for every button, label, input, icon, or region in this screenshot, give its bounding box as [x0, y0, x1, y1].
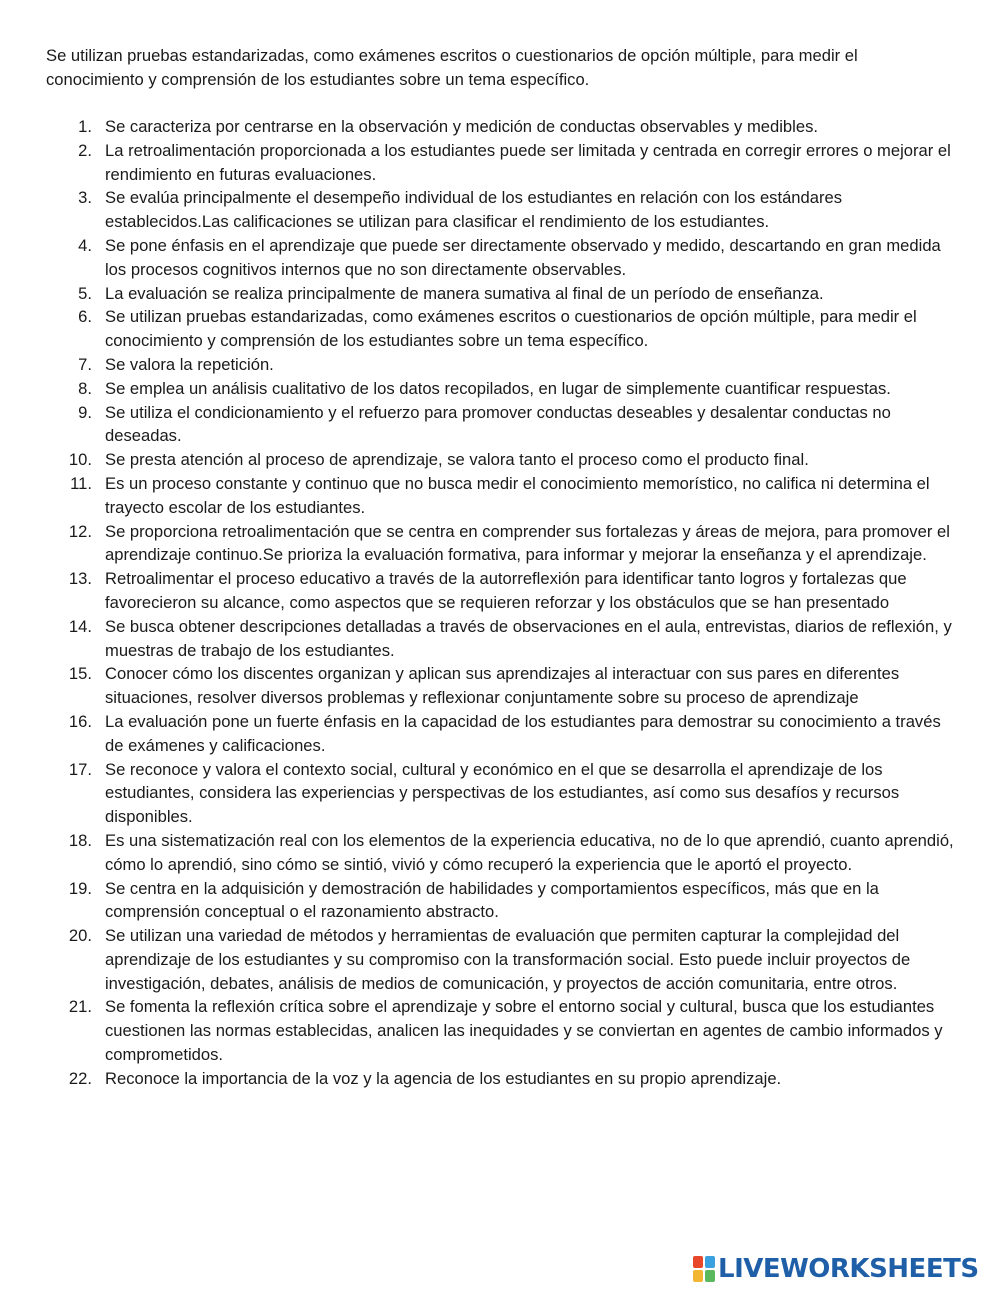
item-number: 6.	[78, 307, 92, 327]
logo-square-yellow	[693, 1270, 703, 1282]
list-item	[58, 995, 958, 1066]
item-number: 11.	[70, 473, 92, 493]
item-text: Se fomenta la reflexión crítica sobre el aprendizaje y sobre el entorno social y cultural, busca que los estudiantes cuestionen las normas establecidas, analicen las inequidades y se conviertan en agentes de cambio informados y comprometidos.	[105, 997, 943, 1065]
list-item	[58, 115, 958, 139]
list-item	[58, 139, 958, 187]
item-text: Es una sistematización real con los elementos de la experiencia educativa, no de lo que aprendió, cuanto aprendió, cómo lo aprendió, sino cómo se sintió, vivió y cómo recuperó la experiencia que le aportó el proyecto.	[105, 830, 954, 874]
item-number: 1.	[78, 117, 92, 136]
list-item	[58, 234, 958, 282]
item-number: 19.	[68, 878, 92, 898]
list-item	[58, 877, 958, 925]
list-item	[58, 520, 958, 568]
logo-square-blue	[705, 1256, 715, 1268]
item-number: 21.	[68, 997, 92, 1017]
item-number: 10.	[68, 450, 92, 470]
item-number: 14.	[68, 616, 92, 636]
item-text: La retroalimentación proporcionada a los estudiantes puede ser limitada y centrada en corregir errores o mejorar el rendimiento en futuras evaluaciones.	[105, 140, 951, 184]
liveworksheets-logo-icon	[693, 1256, 715, 1282]
item-text: Se emplea un análisis cualitativo de los datos recopilados, en lugar de simplemente cuantificar respuestas.	[105, 378, 891, 398]
item-text: Se busca obtener descripciones detalladas a través de observaciones en el aula, entrevistas, diarios de reflexión, y muestras de trabajo de los estudiantes.	[105, 616, 952, 660]
list-item	[58, 401, 958, 449]
logo-square-red	[693, 1256, 703, 1268]
item-text: La evaluación pone un fuerte énfasis en la capacidad de los estudiantes para demostrar su conocimiento a través de exámenes y calificaciones.	[105, 711, 941, 755]
item-text: Se caracteriza por centrarse en la observación y medición de conductas observables y medibles.	[105, 117, 818, 136]
item-number: 2.	[78, 140, 92, 160]
item-number: 8.	[78, 378, 92, 398]
list-item	[58, 567, 958, 615]
item-text: Retroalimentar el proceso educativo a través de la autorreflexión para identificar tanto logros y fortalezas que favorecieron su alcance, como aspectos que se requieren reforzar y los obstáculos que se han presentado	[105, 569, 907, 612]
item-text: Se presta atención al proceso de aprendizaje, se valora tanto el proceso como el producto final.	[105, 450, 809, 470]
list-item	[58, 377, 958, 401]
list-item	[58, 829, 958, 877]
item-number: 9.	[78, 402, 92, 422]
item-text: Se valora la repetición.	[105, 354, 274, 374]
item-text: Se utiliza el condicionamiento y el refuerzo para promover conductas deseables y desalentar conductas no deseadas.	[105, 402, 891, 446]
item-text: Se proporciona retroalimentación que se centra en comprender sus fortalezas y áreas de mejora, para promover el aprendizaje continuo.Se prioriza la evaluación formativa, para informar y mejorar la enseñanza y el aprendizaje.	[105, 521, 950, 565]
list-item	[58, 710, 958, 758]
item-number: 16.	[68, 711, 92, 731]
intro-paragraph: Se utilizan pruebas estandarizadas, como exámenes escritos o cuestionarios de opción múltiple, para medir el conocimiento y comprensión de los estudiantes sobre un tema específico.	[46, 46, 858, 89]
item-text: Es un proceso constante y continuo que no busca medir el conocimiento memorístico, no califica ni determina el trayecto escolar de los estudiantes.	[105, 473, 930, 517]
list-item	[58, 353, 958, 377]
item-number: 13.	[68, 569, 92, 589]
list-item	[58, 282, 958, 306]
item-number: 18.	[68, 830, 92, 850]
item-number: 7.	[78, 354, 92, 374]
item-text: Se reconoce y valora el contexto social, cultural y económico en el que se desarrolla el aprendizaje de los estudiantes, considera las experiencias y perspectivas de los estudiantes, así como sus desafíos y recursos disponibles.	[105, 759, 900, 827]
item-text: Conocer cómo los discentes organizan y aplican sus aprendizajes al interactuar con sus pares en diferentes situaciones, resolver diversos problemas y reflexionar conjuntamente sobre su proceso de aprendizaje	[105, 664, 900, 708]
item-number: 5.	[78, 283, 92, 303]
list-item	[58, 305, 958, 353]
item-text: Reconoce la importancia de la voz y la agencia de los estudiantes en su propio aprendizaje.	[105, 1068, 782, 1088]
item-number: 22.	[68, 1068, 92, 1088]
item-text: Se evalúa principalmente el desempeño individual de los estudiantes en relación con los estándares establecidos.Las calificaciones se utilizan para clasificar el rendimiento de los estudiantes.	[105, 188, 843, 232]
item-number: 3.	[78, 188, 92, 208]
item-text: La evaluación se realiza principalmente de manera sumativa al final de un período de enseñanza.	[105, 283, 824, 303]
list-item	[58, 448, 958, 472]
item-number: 12.	[68, 521, 92, 541]
logo-square-green	[705, 1270, 715, 1282]
item-number: 15.	[68, 664, 92, 684]
logo-wordmark: LIVEWORKSHEETS	[718, 1254, 979, 1284]
item-text: Se centra en la adquisición y demostración de habilidades y comportamientos específicos, más que en la comprensión conceptual o el razonamiento abstracto.	[105, 878, 879, 922]
list-item	[58, 615, 958, 663]
statement-list	[58, 115, 958, 1091]
item-text: Se utilizan una variedad de métodos y herramientas de evaluación que permiten capturar la complejidad del aprendizaje de los estudiantes y su compromiso con la transformación social. Esto puede incluir proyectos de investigación, debates, análisis de medios de comunicación, y proyectos de acción comunitaria, entre otros.	[105, 926, 911, 993]
item-number: 4.	[78, 235, 92, 255]
item-text: Se utilizan pruebas estandarizadas, como exámenes escritos o cuestionarios de opción múltiple, para medir el conocimiento y comprensión de los estudiantes sobre un tema específico.	[105, 307, 917, 351]
list-item	[58, 758, 958, 829]
list-item	[58, 924, 958, 995]
list-item	[58, 186, 958, 234]
list-item	[58, 662, 958, 710]
item-text: Se pone énfasis en el aprendizaje que puede ser directamente observado y medido, descartando en gran medida los procesos cognitivos internos que no son directamente observables.	[105, 235, 941, 279]
item-number: 17.	[68, 759, 92, 779]
liveworksheets-logo	[693, 1254, 979, 1284]
list-item	[58, 472, 958, 520]
item-number: 20.	[68, 926, 92, 946]
list-item	[58, 1067, 958, 1091]
